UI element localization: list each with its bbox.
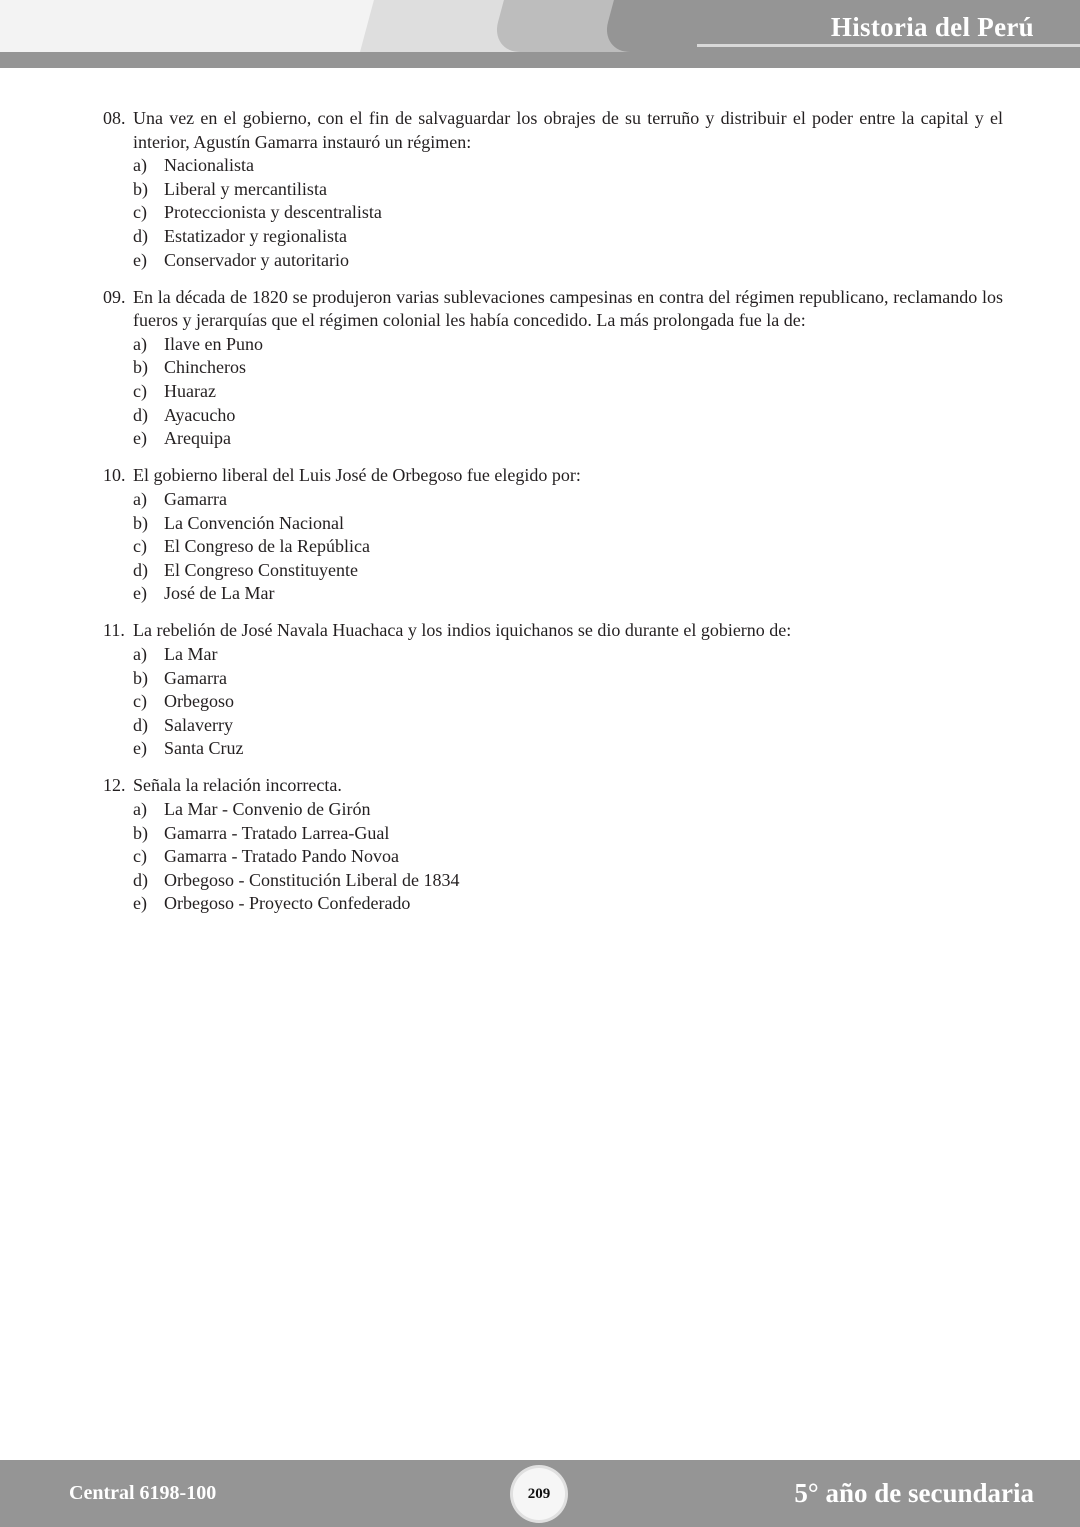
answer-option xyxy=(133,798,1003,822)
header-bar xyxy=(0,52,1080,68)
option-text: Gamarra - Tratado Larrea-Gual xyxy=(164,822,390,843)
answer-option xyxy=(133,201,1003,225)
option-letter: e) xyxy=(133,738,147,759)
option-letter: c) xyxy=(133,846,147,867)
option-text: José de La Mar xyxy=(164,583,275,604)
option-text: Orbegoso xyxy=(164,691,234,712)
option-letter: a) xyxy=(133,333,147,354)
option-letter: a) xyxy=(133,488,147,509)
option-letter: d) xyxy=(133,404,148,425)
question xyxy=(103,464,1003,606)
option-text: Gamarra - Tratado Pando Novoa xyxy=(164,846,399,867)
option-letter: a) xyxy=(133,643,147,664)
answer-option xyxy=(133,869,1003,893)
option-letter: c) xyxy=(133,536,147,557)
option-letter: a) xyxy=(133,799,147,820)
answer-option xyxy=(133,535,1003,559)
option-text: Gamarra xyxy=(164,488,227,509)
answer-option xyxy=(133,559,1003,583)
question-number: 12. xyxy=(103,775,126,796)
option-letter: e) xyxy=(133,428,147,449)
option-letter: b) xyxy=(133,667,148,688)
question-text: Señala la relación incorrecta. xyxy=(133,775,342,796)
answer-option xyxy=(133,690,1003,714)
answer-option xyxy=(133,404,1003,428)
answer-option xyxy=(133,356,1003,380)
option-letter: d) xyxy=(133,559,148,580)
option-text: La Convención Nacional xyxy=(164,512,344,533)
answer-option xyxy=(133,333,1003,357)
question xyxy=(103,107,1003,272)
question-number: 10. xyxy=(103,465,126,486)
option-text: Salaverry xyxy=(164,714,233,735)
option-letter: e) xyxy=(133,893,147,914)
answer-option xyxy=(133,249,1003,273)
answer-option xyxy=(133,714,1003,738)
answer-option xyxy=(133,892,1003,916)
option-letter: d) xyxy=(133,225,148,246)
question-text: El gobierno liberal del Luis José de Orbegoso fue elegido por: xyxy=(133,465,581,486)
answer-option xyxy=(133,488,1003,512)
answer-option xyxy=(133,427,1003,451)
option-text: Ilave en Puno xyxy=(164,333,263,354)
question xyxy=(103,619,1003,761)
footer-phone: Central 6198-100 xyxy=(69,1482,217,1504)
question-text: La rebelión de José Navala Huachaca y los indios iquichanos se dio durante el gobierno de: xyxy=(133,620,792,641)
option-text: La Mar - Convenio de Girón xyxy=(164,799,371,820)
option-text: Santa Cruz xyxy=(164,738,244,759)
option-text: Arequipa xyxy=(164,428,231,449)
option-letter: e) xyxy=(133,583,147,604)
page-number: 209 xyxy=(527,1485,551,1502)
option-letter: c) xyxy=(133,202,147,223)
question-number: 11. xyxy=(103,620,125,641)
page-number-badge xyxy=(513,1468,565,1520)
answer-option xyxy=(133,643,1003,667)
option-text: Proteccionista y descentralista xyxy=(164,202,382,223)
answer-option xyxy=(133,582,1003,606)
question-list xyxy=(103,107,1003,930)
question xyxy=(103,774,1003,916)
option-text: La Mar xyxy=(164,643,218,664)
header-divider xyxy=(697,44,1080,47)
answer-option xyxy=(133,178,1003,202)
answer-option xyxy=(133,512,1003,536)
option-text: Chincheros xyxy=(164,357,246,378)
question-number: 09. xyxy=(103,286,126,307)
question-number: 08. xyxy=(103,108,126,128)
option-letter: c) xyxy=(133,691,147,712)
question-text: Una vez en el gobierno, con el fin de salvaguardar los obrajes de su terruño y distribuir el poder entre la capital y el interior, Agustín Gamarra instauró un régimen: xyxy=(133,108,1003,152)
option-letter: e) xyxy=(133,249,147,270)
option-text: Huaraz xyxy=(164,381,216,402)
option-text: Conservador y autoritario xyxy=(164,249,349,270)
option-text: Orbegoso - Constitución Liberal de 1834 xyxy=(164,869,460,890)
option-text: El Congreso Constituyente xyxy=(164,559,358,580)
option-text: Nacionalista xyxy=(164,155,254,176)
footer-grade: 5° año de secundaria xyxy=(794,1478,1034,1508)
answer-option xyxy=(133,845,1003,869)
option-letter: b) xyxy=(133,822,148,843)
answer-option xyxy=(133,737,1003,761)
option-text: Estatizador y regionalista xyxy=(164,225,347,246)
option-letter: b) xyxy=(133,512,148,533)
answer-option xyxy=(133,225,1003,249)
page-footer xyxy=(0,1460,1080,1527)
question-text: En la década de 1820 se produjeron varias sublevaciones campesinas en contra del régimen republicano, reclamando los fueros y jerarquías que el régimen colonial les había concedido. La más prolongada fue la de: xyxy=(133,286,1003,331)
answer-option xyxy=(133,154,1003,178)
answer-option xyxy=(133,380,1003,404)
option-text: El Congreso de la República xyxy=(164,536,370,557)
option-letter: a) xyxy=(133,155,147,176)
answer-option xyxy=(133,822,1003,846)
option-text: Gamarra xyxy=(164,667,227,688)
page-header xyxy=(0,0,1080,68)
option-letter: b) xyxy=(133,357,148,378)
option-letter: d) xyxy=(133,869,148,890)
header-title: Historia del Perú xyxy=(830,12,1034,42)
option-letter: c) xyxy=(133,381,147,402)
answer-option xyxy=(133,667,1003,691)
option-text: Liberal y mercantilista xyxy=(164,178,327,199)
option-letter: d) xyxy=(133,714,148,735)
option-letter: b) xyxy=(133,178,148,199)
option-text: Ayacucho xyxy=(164,404,236,425)
option-text: Orbegoso - Proyecto Confederado xyxy=(164,893,411,914)
question xyxy=(103,286,1003,451)
